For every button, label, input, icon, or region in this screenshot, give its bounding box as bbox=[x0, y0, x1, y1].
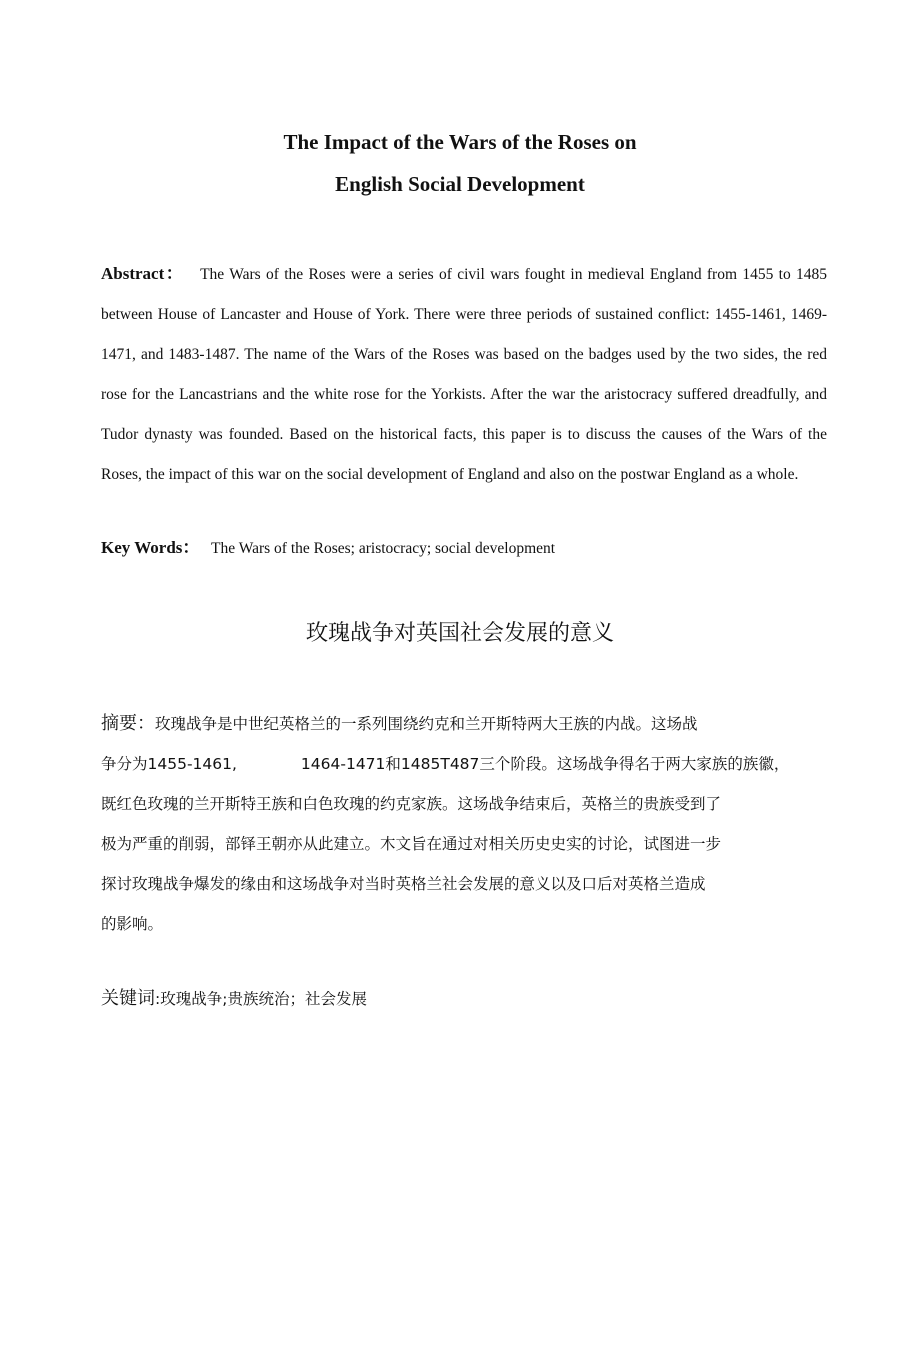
keywords-text: The Wars of the Roses; aristocracy; social development bbox=[211, 540, 556, 557]
chinese-keywords bbox=[101, 984, 827, 1014]
cn-keywords-text: :玫瑰战争;贵族统治；社会发展 bbox=[155, 990, 367, 1008]
cn-abstract-line-5: 探讨玫瑰战争爆发的缘由和这场战争对当时英格兰社会发展的意义以及口后对英格兰造成 bbox=[101, 875, 706, 893]
english-abstract bbox=[101, 254, 827, 495]
cn-abstract-text-2b: 1464-1471和1485T487三个阶段。这场战争得名于两大家族的族徽， bbox=[300, 755, 790, 773]
abstract-text: The Wars of the Roses were a series of civil wars fought in medieval England from 1455 to 1485 between House of Lancaster and House of York. There were three periods of sustained conflict: 1455-1461, 1469-1471, and 1483-1487. The name of the Wars of the Roses was based on the badges used by the two sides, the red rose for the Lancastrians and the white rose for the Yorkists. After the war the aristocracy suffered dreadfully, and Tudor dynasty was founded. Based on the historical facts, this paper is to discuss the causes of the Wars of the Roses, the impact of this war on the social development of England and also on the postwar England as a whole. bbox=[101, 266, 827, 483]
cn-abstract-line-6: 的影响。 bbox=[101, 915, 164, 933]
keywords-label: Key Words： bbox=[101, 538, 200, 557]
cn-abstract-line-3: 既红色玫瑰的兰开斯特王族和白色玫瑰的约克家族。这场战争结束后，英格兰的贵族受到了 bbox=[101, 795, 722, 813]
chinese-title: 玫瑰战争对英国社会发展的意义 bbox=[305, 621, 614, 646]
cn-abstract-label: 摘要： bbox=[101, 713, 155, 734]
english-keywords bbox=[101, 534, 827, 563]
cn-abstract-line-4: 极为严重的削弱，部铎王朝亦从此建立。木文旨在通过对相关历史史实的讨论，试图进一步 bbox=[101, 835, 722, 853]
paper-title-line-2: English Social Development bbox=[335, 172, 585, 196]
cn-keywords-label: 关键词 bbox=[101, 988, 155, 1009]
abstract-label: Abstract： bbox=[101, 264, 185, 283]
chinese-abstract bbox=[101, 704, 827, 944]
paper-title-line-1: The Impact of the Wars of the Roses on bbox=[283, 130, 637, 154]
cn-abstract-text-1: 玫瑰战争是中世纪英格兰的一系列围绕约克和兰开斯特两大王族的内战。这场战 bbox=[155, 715, 698, 733]
cn-abstract-line-1 bbox=[101, 704, 827, 744]
cn-abstract-text-2a: 争分为1455-1461, bbox=[101, 755, 237, 773]
cn-abstract-line-2 bbox=[101, 744, 827, 784]
